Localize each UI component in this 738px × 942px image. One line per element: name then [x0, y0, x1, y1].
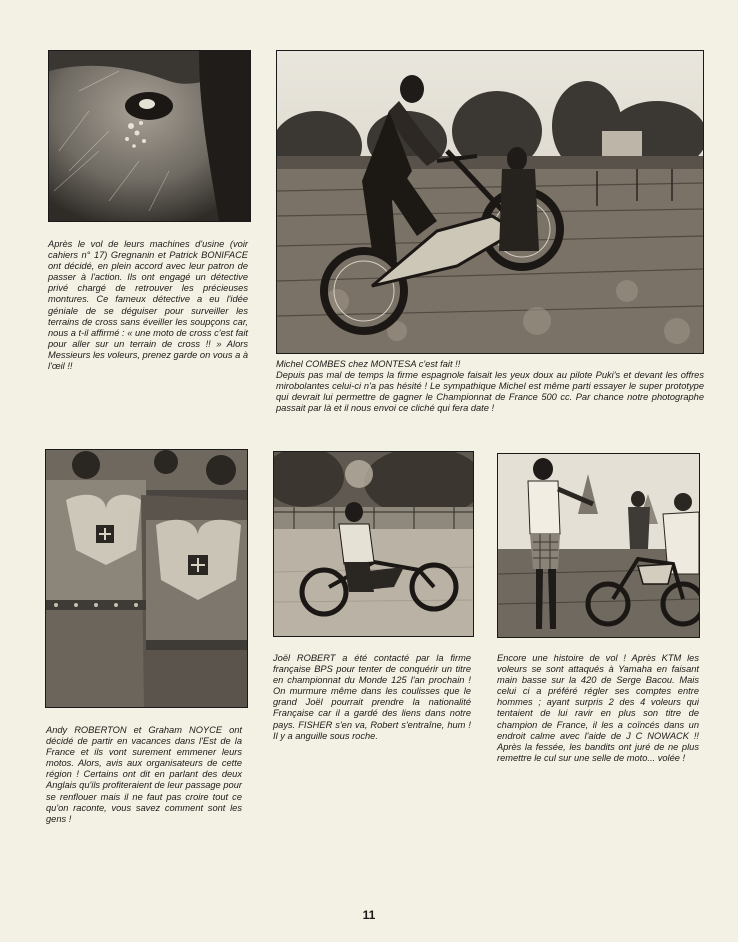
montesa-caption-title: Michel COMBES chez MONTESA c'est fait !! [276, 359, 461, 369]
bacou-photo [497, 453, 700, 638]
cow-eye-caption: Après le vol de leurs machines d'usine (voir cahiers n° 17) Gregnanin et Patrick BONIFACE ont décidé, en plein accord avec leur patron de passer à l'action. Ils ont engagé un détective privé chargé de retrouver les précieuses montures. Ce fameux détective a eu l'idée géniale de se déguiser pour surveiller les terrains de cross sans éveiller les soupçons car, nous a t-il affirmé : « une moto de cross c'est fait pour aller sur un terrain de cross !! » Alors Messieurs les voleurs, prenez garde on vous a à l'œil !! [48, 239, 248, 372]
montesa-caption [276, 359, 704, 414]
jackets-caption: Andy ROBERTON et Graham NOYCE ont décidé de partir en vacances dans l'Est de la France et ils vont surement emmener leurs motos. Alors, avis aux organisateurs de cette région ! Certains ont dit en parlant des deux Anglais qu'ils profiteraient de leur passage pour se renflouer mais il ne faut pas croire tout ce qu'on raconte, vous savez comment sont les gens ! [46, 725, 242, 824]
robert-caption: Joël ROBERT a été contacté par la firme française BPS pour tenter de conquérir un titre en championnat du Monde 125 l'an prochain ! On murmure même dans les coulisses que le grand Joël pourrait prendre la nationalité Française car il a gardé des liens dans notre pays. FISHER s'en va, Robert s'entraîne, hum ! Il y a anguille sous roche. [273, 653, 471, 741]
page-number: 11 [362, 908, 376, 922]
jackets-photo [45, 449, 248, 708]
cow-eye-photo [48, 50, 251, 222]
montesa-caption-body: Depuis pas mal de temps la firme espagnole faisait les yeux doux au pilote Puki's et devant les offres mirobolantes celui-ci n'a pas hésité ! Le sympathique Michel est même parti essayer le super prototype qui devrait lui permettre de gagner le Championnat de France 500 cc. Par chance notre photographe passait par là et il nous envoi ce cliché qui fera date ! [276, 370, 704, 414]
bacou-caption: Encore une histoire de vol ! Après KTM les voleurs se sont attaqués à Yamaha en faisant main basse sur la 420 de Serge Bacou. Mais celui ci a préféré régler ses comptes entre hommes ; ayant surpris 2 des 4 voleurs qui tentaient de lui ravir en plus son titre de champion de France, il les a coïncés dans un endroit calme avec l'aide de J C NOWACK !! Après la fessée, les bandits ont juré de ne plus remettre le cul sur une selle de moto... volée ! [497, 653, 699, 763]
robert-bike-photo [273, 451, 474, 637]
montesa-wheelie-photo [276, 50, 704, 354]
